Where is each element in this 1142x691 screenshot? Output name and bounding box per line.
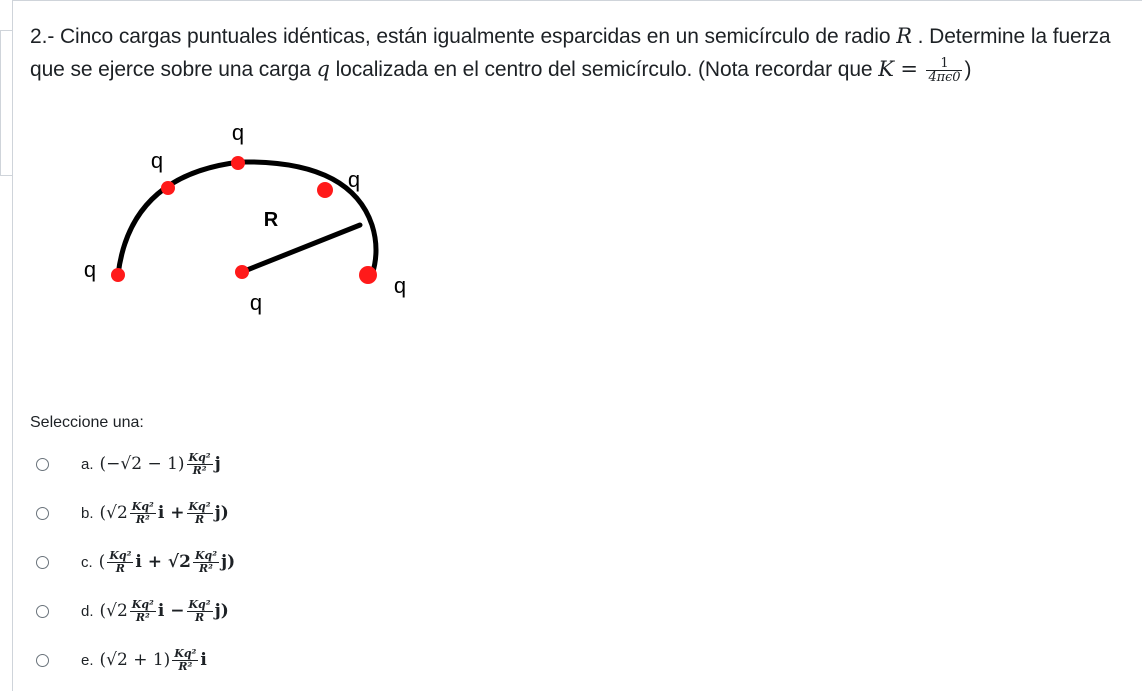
radius-symbol: R xyxy=(896,24,912,48)
math-part: (√2 xyxy=(99,503,128,523)
charge-dot-top xyxy=(231,156,245,170)
math-fraction xyxy=(107,550,133,575)
option-math xyxy=(100,452,221,477)
charge-dot-upper-left xyxy=(161,181,175,195)
math-part: ( xyxy=(98,552,106,572)
charge-dot-left xyxy=(111,268,125,282)
question-info-tab xyxy=(0,30,12,176)
charge-dot-upper-right xyxy=(317,182,333,198)
fraction-denominator: R² xyxy=(178,659,193,673)
option-letter: a. xyxy=(81,455,94,473)
question-content-box xyxy=(12,0,1142,691)
fraction-numerator: Kq² xyxy=(188,450,211,464)
fraction-denominator: R² xyxy=(198,561,213,575)
math-part: j) xyxy=(221,552,236,572)
math-part: (−√2 − 1) xyxy=(99,454,185,474)
fraction-denominator: R² xyxy=(135,512,150,526)
option-math xyxy=(100,599,229,624)
math-fraction xyxy=(130,501,156,526)
label-q-right: q xyxy=(393,273,407,298)
radius-line xyxy=(242,225,360,272)
option-letter: b. xyxy=(81,504,94,522)
charge-dot-center xyxy=(235,265,249,279)
math-part: i − xyxy=(157,601,185,621)
math-fraction xyxy=(172,648,198,673)
option-e[interactable] xyxy=(36,643,207,677)
math-part: j) xyxy=(214,601,229,621)
option-a[interactable] xyxy=(36,447,221,481)
label-q-top: q xyxy=(231,120,245,145)
k-numerator: 1 xyxy=(926,57,962,71)
k-denominator: 4πϵ0 xyxy=(928,69,961,85)
question-intro: 2.- Cinco cargas puntuales idénticas, están igualmente esparcidas en un semicírculo de radio xyxy=(30,25,897,48)
fraction-numerator: Kq² xyxy=(109,548,132,562)
question-mid1: . Determine la fuerza que se ejerce sobre una carga xyxy=(30,25,1111,81)
math-fraction xyxy=(187,501,213,526)
fraction-numerator: Kq² xyxy=(174,646,197,660)
label-q-center: q xyxy=(249,290,263,315)
fraction-numerator: Kq² xyxy=(188,597,211,611)
option-letter: d. xyxy=(81,602,94,620)
math-part: (√2 xyxy=(99,601,128,621)
math-fraction xyxy=(130,599,156,624)
math-part: j xyxy=(214,454,221,474)
semicircle-figure xyxy=(60,110,480,340)
label-q-upper-left: q xyxy=(150,148,164,173)
question-mid2: localizada en el centro del semicírculo. (Nota recordar que xyxy=(329,58,879,81)
option-letter: c. xyxy=(81,553,93,571)
charge-dot-right xyxy=(359,266,377,284)
math-part: i + xyxy=(157,503,185,523)
option-math xyxy=(99,550,236,575)
math-fraction xyxy=(193,550,219,575)
question-close: ) xyxy=(964,58,972,81)
math-part: i xyxy=(200,650,207,670)
fraction-numerator: Kq² xyxy=(131,597,154,611)
option-math xyxy=(100,648,207,673)
fraction-denominator: R² xyxy=(192,463,207,477)
question-text xyxy=(30,20,1135,86)
label-q-left: q xyxy=(83,257,97,282)
math-part: (√2 + 1) xyxy=(99,650,171,670)
fraction-denominator: R xyxy=(194,610,205,624)
radio-d[interactable] xyxy=(36,605,49,618)
fraction-numerator: Kq² xyxy=(131,499,154,513)
fraction-denominator: R² xyxy=(135,610,150,624)
radio-b[interactable] xyxy=(36,507,49,520)
k-fraction xyxy=(926,57,962,84)
semicircle-arc xyxy=(118,162,376,275)
option-c[interactable] xyxy=(36,545,235,579)
radius-label: R xyxy=(263,209,279,231)
fraction-denominator: R xyxy=(115,561,125,575)
fraction-numerator: Kq² xyxy=(188,499,211,513)
radio-a[interactable] xyxy=(36,458,49,471)
option-letter: e. xyxy=(81,651,94,669)
option-b[interactable] xyxy=(36,496,229,530)
charge-symbol: q xyxy=(316,57,330,81)
radio-c[interactable] xyxy=(36,556,49,569)
fraction-denominator: R xyxy=(194,512,205,526)
math-part: j) xyxy=(214,503,229,523)
answer-prompt: Seleccione una: xyxy=(30,414,144,431)
option-d[interactable] xyxy=(36,594,229,628)
math-fraction xyxy=(187,599,213,624)
label-q-upper-right: q xyxy=(347,167,361,192)
option-math xyxy=(100,501,229,526)
radio-e[interactable] xyxy=(36,654,49,667)
equals-sign: = xyxy=(893,57,925,81)
fraction-numerator: Kq² xyxy=(194,548,218,562)
math-fraction xyxy=(187,452,213,477)
k-symbol: K xyxy=(878,57,894,81)
math-part: i + √2 xyxy=(135,552,191,572)
